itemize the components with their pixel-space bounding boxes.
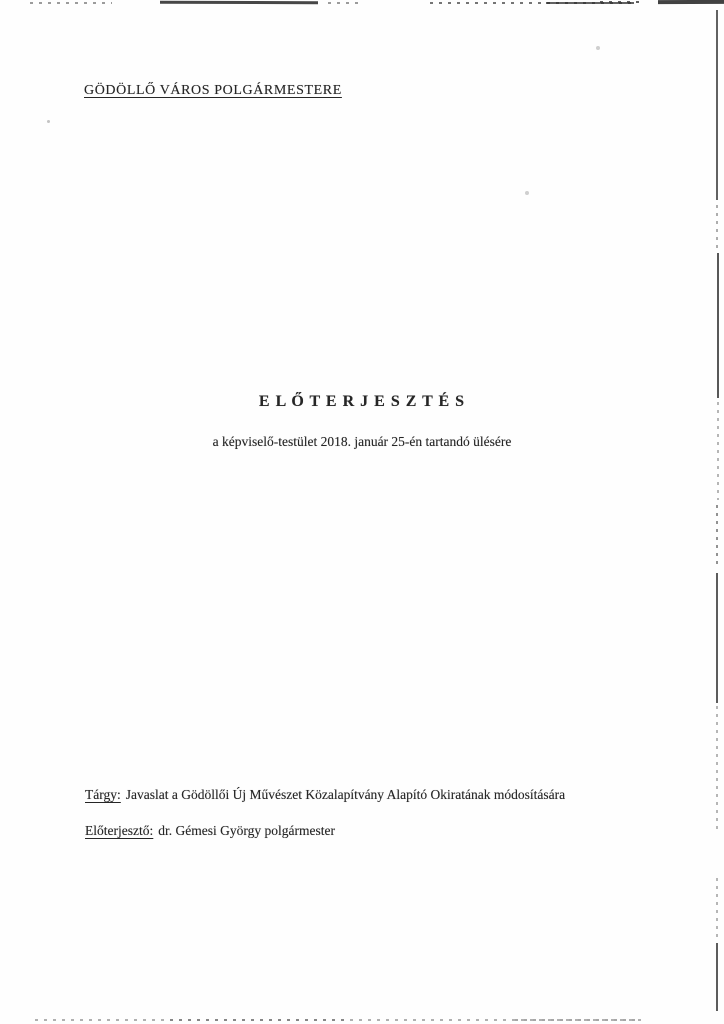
scan-artifact — [716, 10, 718, 200]
scan-speck — [525, 191, 529, 195]
scan-artifact — [328, 2, 364, 4]
scan-artifact — [716, 205, 718, 250]
presenter-text: dr. Gémesi György polgármester — [158, 823, 335, 838]
scan-artifact — [716, 878, 718, 938]
subject-label: Tárgy: — [85, 787, 121, 802]
scan-speck — [47, 120, 50, 123]
scan-artifact — [716, 706, 718, 834]
scan-artifact — [717, 253, 719, 398]
scan-artifact — [716, 505, 718, 567]
scan-artifact — [515, 1019, 640, 1021]
scan-artifact — [170, 1019, 350, 1021]
office-header: GÖDÖLLŐ VÁROS POLGÁRMESTERE — [84, 83, 342, 98]
subject-line — [85, 787, 565, 803]
presenter-line — [85, 823, 335, 839]
document-title: E L Ő T E R J E S Z T É S — [258, 393, 466, 410]
subject-text: Javaslat a Gödöllői Új Művészet Közalapítvány Alapító Okiratának módosítására — [125, 787, 566, 802]
scan-artifact — [658, 0, 724, 4]
scan-artifact — [717, 402, 719, 500]
scan-speck — [596, 46, 600, 50]
scan-artifact — [30, 2, 112, 4]
scan-artifact — [716, 943, 718, 1011]
scan-artifact — [716, 573, 718, 703]
presenter-label: Előterjesztő: — [85, 823, 154, 838]
scan-artifact — [160, 1, 318, 4]
scan-artifact — [600, 1, 642, 3]
document-subtitle: a képviselő-testület 2018. január 25-én tartandó ülésére — [212, 434, 512, 449]
